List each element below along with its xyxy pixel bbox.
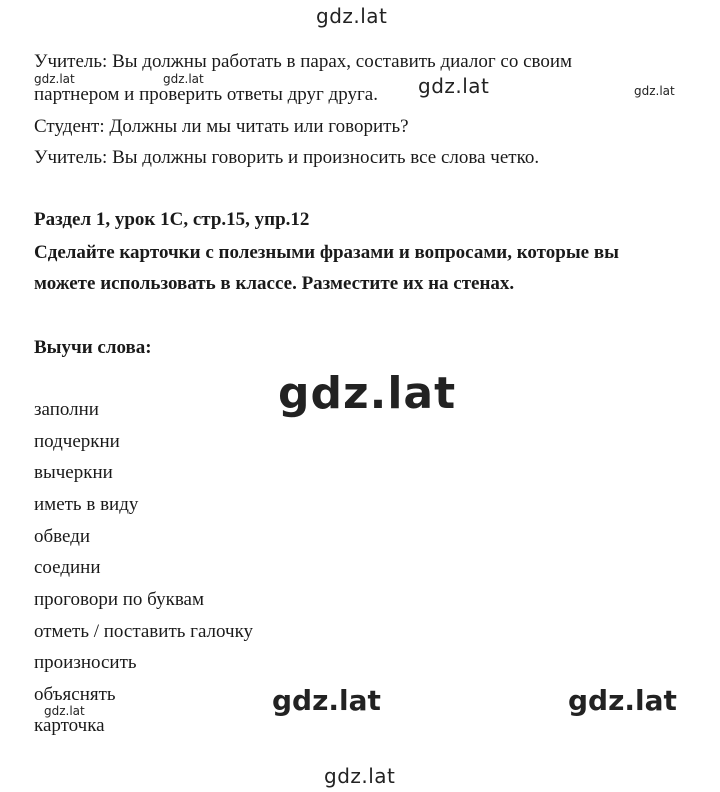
vocab-word: карточка: [34, 715, 105, 736]
dialogue-line-4: Учитель: Вы должны говорить и произносить все слова четко.: [34, 147, 540, 168]
watermark-small-bottom: gdz.lat: [44, 704, 85, 718]
vocab-word: отметь / поставить галочку: [34, 621, 254, 642]
vocab-word: заполни: [34, 399, 99, 420]
watermark-bottom-right: gdz.lat: [568, 684, 677, 717]
section-heading: Раздел 1, урок 1C, стр.15, упр.12: [34, 209, 310, 230]
vocab-word: подчеркни: [34, 431, 120, 452]
vocab-word: объяснять: [34, 684, 116, 705]
vocab-heading: Выучи слова:: [34, 337, 152, 358]
task-line-2: можете использовать в классе. Разместите их на стенах.: [34, 273, 515, 294]
watermark-bottom-center: gdz.lat: [272, 684, 381, 717]
watermark-top: gdz.lat: [316, 4, 388, 28]
watermark-large-center: gdz.lat: [278, 368, 457, 419]
watermark-small-right: gdz.lat: [634, 84, 675, 98]
watermark-inline: gdz.lat: [418, 74, 490, 98]
vocab-word: проговори по буквам: [34, 589, 205, 610]
dialogue-line-2: партнером и проверить ответы друг друга.: [34, 84, 378, 105]
watermark-footer: gdz.lat: [324, 764, 396, 788]
vocab-word: произносить: [34, 652, 137, 673]
watermark-small-2: gdz.lat: [163, 72, 204, 86]
vocab-word: иметь в виду: [34, 494, 139, 515]
vocab-word: вычеркни: [34, 462, 113, 483]
dialogue-line-1: Учитель: Вы должны работать в парах, составить диалог со своим: [34, 51, 573, 72]
watermark-small-1: gdz.lat: [34, 72, 75, 86]
dialogue-line-3: Студент: Должны ли мы читать или говорить?: [34, 116, 409, 137]
task-line-1: Сделайте карточки с полезными фразами и вопросами, которые вы: [34, 242, 619, 263]
vocab-word: соедини: [34, 557, 101, 578]
vocab-word: обведи: [34, 526, 91, 547]
